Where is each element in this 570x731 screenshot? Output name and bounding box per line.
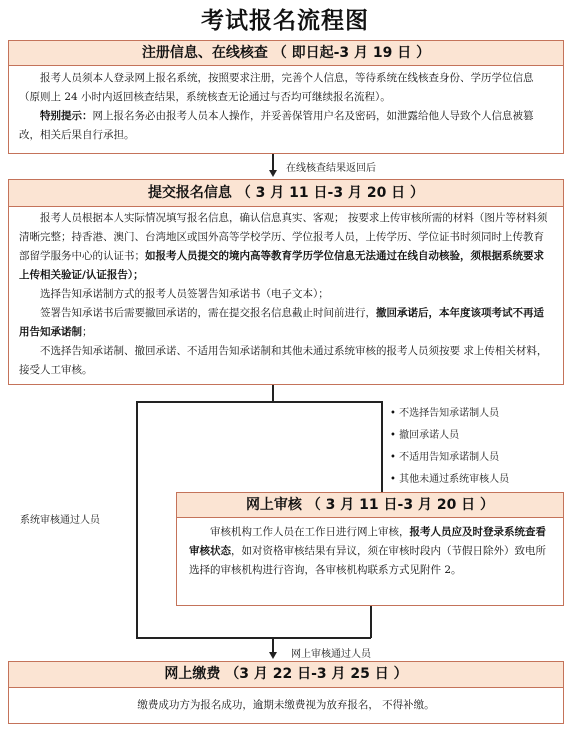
connector-line-2 [272, 385, 274, 402]
step-register-box [8, 40, 564, 154]
manual-review-text: 不选择告知承诺制、撤回承诺、不适用告知承诺制和其他未通过系统审核的报考人员须按要 求上传相关材料，接受人工审核。 [19, 345, 548, 376]
step-submit-text-main: 报考人员根据本人实际情况填写报名信息，确认信息真实、客观； 按要求上传审核所需的材料（图片等材料须清晰完整；持香港、澳门、台湾地区或国外高等学校学历、学位报考人员，上传学历、学位证书时须同时上传教育部留学服务中心的认证书； [19, 212, 548, 262]
page-title: 考试报名流程图 [201, 8, 369, 34]
connector-label-3: 网上审核通过人员 [291, 649, 371, 660]
step-submit-text [19, 209, 553, 285]
commitment-text: 选择告知承诺制方式的报考人员签署告知承诺书（电子文本）； [40, 288, 329, 300]
system-pass-label: 系统审核通过人员 [20, 515, 100, 526]
step-review-box [176, 492, 564, 606]
step-payment-header: 网上缴费 （3 月 22 日-3 月 25 日 ） [9, 662, 563, 688]
step-review-text-bold: 报考人员应及时登录系统查看审核状态 [189, 526, 546, 557]
step-submit-box [8, 179, 564, 385]
step-review-text [189, 523, 551, 580]
withdraw-text [19, 304, 553, 342]
branch-item: • 其他未通过系统审核人员 [390, 474, 510, 485]
special-notice-label: 特别提示： [40, 110, 93, 122]
step-register-header: 注册信息、在线核查 （ 即日起-3 月 19 日 ） [9, 41, 563, 66]
branch-item: • 撤回承诺人员 [390, 430, 460, 441]
arrow-down-icon [269, 652, 277, 659]
step-submit-header: 提交报名信息 （ 3 月 11 日-3 月 20 日 ） [9, 180, 563, 207]
connector-line-3 [272, 638, 274, 652]
branch-left-vertical [136, 401, 138, 638]
withdraw-text-main: 签署告知承诺书后需要撤回承诺的，需在提交报名信息截止时间前进行， [40, 307, 376, 319]
special-notice-text: 网上报名务必由报考人员本人操作，并妥善保管用户名及密码，如泄露给他人导致个人信息被篡改，相关后果自行承担。 [19, 110, 534, 141]
arrow-down-icon [269, 170, 277, 177]
step-payment-box [8, 661, 564, 724]
special-notice [19, 107, 553, 145]
step-review-header: 网上审核 （ 3 月 11 日-3 月 20 日 ） [177, 493, 563, 518]
branch-bottom-vertical [370, 606, 372, 638]
connector-label-1: 在线核查结果返回后 [286, 163, 376, 174]
step-submit-text-bold: 如报考人员提交的境内高等教育学历学位信息无法通过在线自动核验，须根据系统要求上传相关验证/认证报告）； [19, 250, 544, 281]
step-register-text: 报考人员须本人登录网上报名系统，按照要求注册，完善个人信息，等待系统在线核查身份、学历学位信息（原则上 24 小时内返回核查结果，系统核查无论通过与否均可继续报名流程）。 [19, 72, 534, 103]
branch-item: • 不选择告知承诺制人员 [390, 408, 500, 419]
step-review-text-main: 审核机构工作人员在工作日进行网上审核， [210, 526, 410, 538]
step-review-text-end: ，如对资格审核结果有异议，须在审核时段内（节假日除外）致电所选择的审核机构进行咨询，各审核机构联系方式见附件 2。 [189, 545, 546, 576]
branch-right-vertical [381, 401, 383, 492]
withdraw-text-end: ； [82, 326, 93, 338]
branch-bottom-horizontal [136, 637, 371, 639]
branch-horizontal-top [136, 401, 381, 403]
step-payment-text: 缴费成功方为报名成功，逾期未缴费视为放弃报名， 不得补缴。 [137, 699, 435, 711]
branch-item: • 不适用告知承诺制人员 [390, 452, 500, 463]
withdraw-text-bold: 撤回承诺后，本年度该项考试不再适用告知承诺制 [19, 307, 544, 338]
